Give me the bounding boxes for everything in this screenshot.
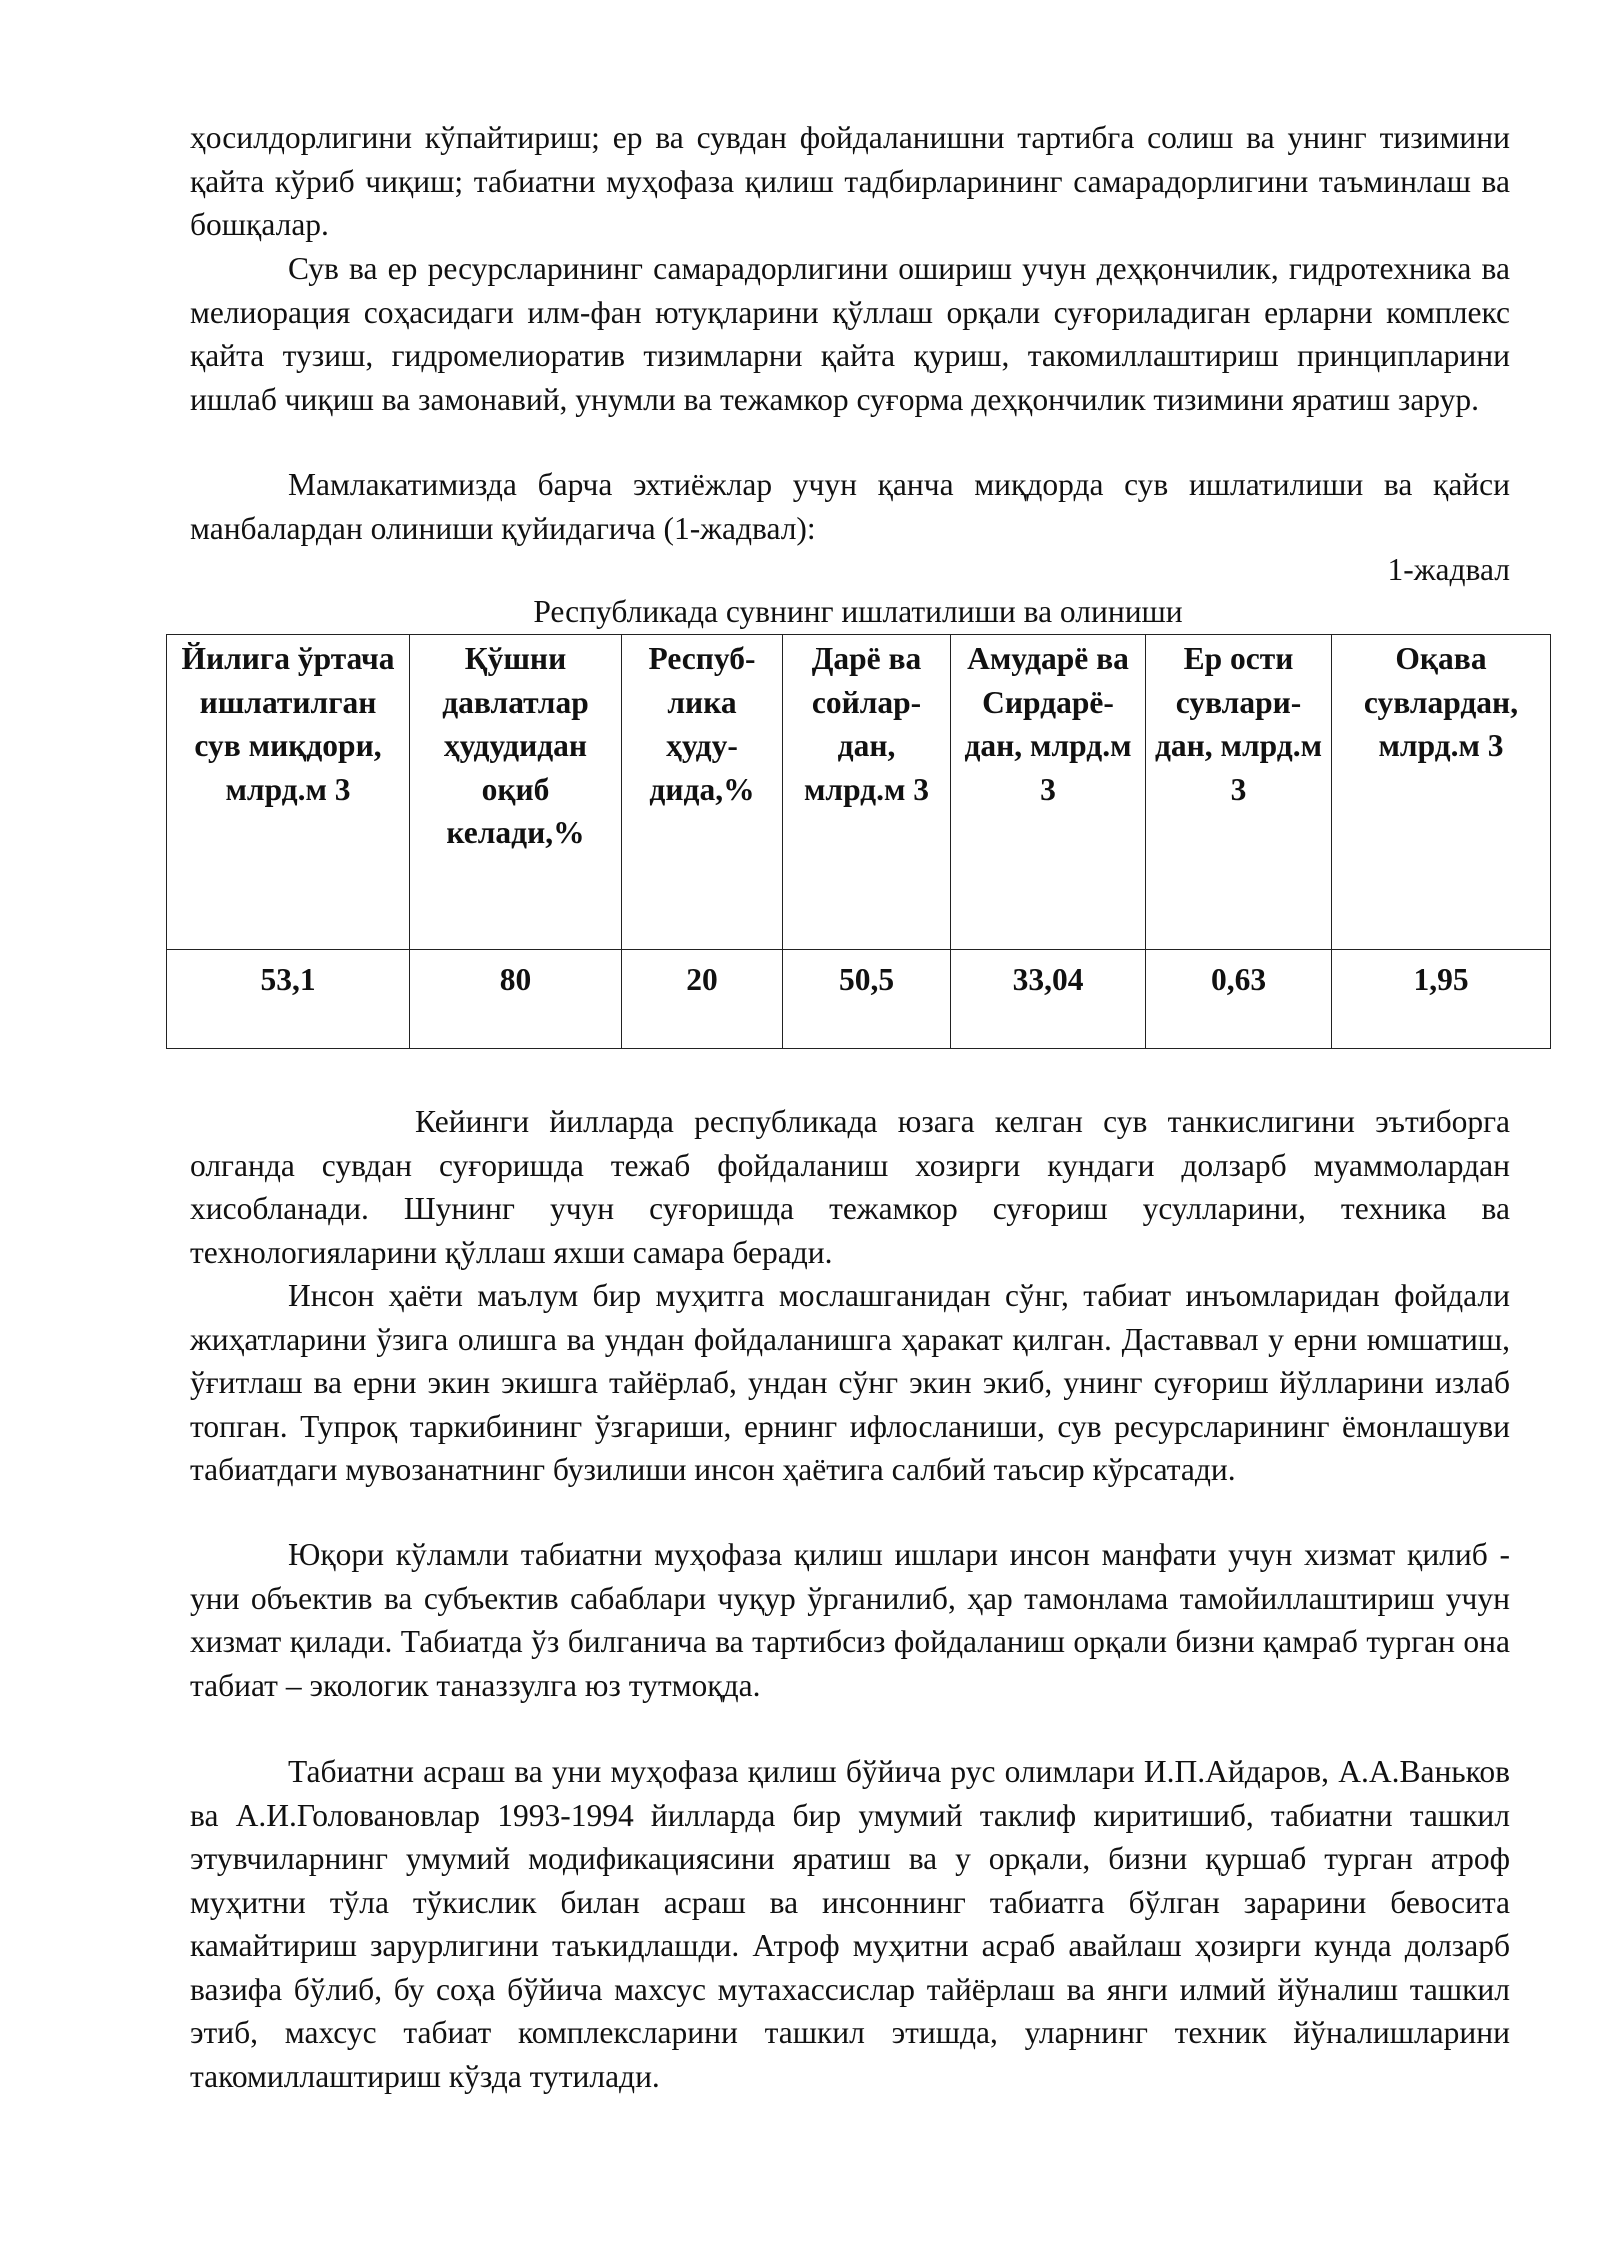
table-header-row — [167, 635, 1551, 950]
paragraph-nature-protection: Юқори кўламли табиатни муҳофаза қилиш ишлари инсон манфати учун хизмат қилиб - уни объектив ва субъектив сабаблари чуқур ўрганилиб, ҳар тамонлама тамойиллаштириш учун хизмат қилади. Табиатда ўз билганича ва тартибсиз фойдаланиш орқали бизни қамраб турган она табиат – экологик таназзулга юз тутмоқда. — [190, 1537, 1510, 1703]
water-usage-table — [166, 634, 1551, 1049]
paragraph-human-nature: Инсон ҳаёти маълум бир муҳитга мослашганидан сўнг, табиат инъомларидан фойдали жиҳатларини ўзига олишга ва ундан фойдаланишга ҳаракат қилган. Даставвал у ерни юмшатиш, ўғитлаш ва ерни экин экишга тайёрлаб, ундан сўнг экин экиб, унинг суғориш йўлларини излаб топган. Тупроқ таркибининг ўзгариши, ернинг ифлосланиши, сув ресурсларининг ёмонлашуви табиатдаги мувозанатнинг бузилиши инсон ҳаётига салбий таъсир кўрсатади. — [190, 1278, 1510, 1487]
table-cell: 80 — [410, 950, 622, 1049]
column-header: Амударё ва Сирдарё-дан, млрд.м 3 — [951, 635, 1146, 950]
paragraph-intro: ҳосилдорлигини кўпайтириш; ер ва сувдан фойдаланишни тартибга солиш ва унинг тизимини қайта кўриб чиқиш; табиатни муҳофаза қилиш тадбирларининг самарадорлигини таъминлаш ва бошқалар. — [190, 120, 1510, 242]
table-title: Республикада сувнинг ишлатилиши ва олиниши — [533, 594, 1183, 629]
column-header: Ер ости сувлари-дан, млрд.м 3 — [1146, 635, 1332, 950]
table-cell: 1,95 — [1332, 950, 1551, 1049]
table-row — [167, 950, 1551, 1049]
column-header: Қўшни давлатлар ҳудудидан оқиб келади,% — [410, 635, 622, 950]
column-header: Респуб-лика ҳуду-дида,% — [622, 635, 783, 950]
paragraph-table-intro: Мамлакатимизда барча эхтиёжлар учун қанча миқдорда сув ишлатилиши ва қайси манбалардан олиниши қуйидагича (1-жадвал): — [190, 467, 1510, 546]
table-cell: 50,5 — [783, 950, 951, 1049]
paragraph-russian-scientists: Табиатни асраш ва уни муҳофаза қилиш бўйича рус олимлари И.П.Айдаров, А.А.Ваньков ва А.И.Головановлар 1993-1994 йилларда бир умумий таклиф киритишиб, табиатни ташкил этувчиларнинг умумий модификациясини яратиш ва у орқали, бизни қуршаб турган атроф муҳитни тўла тўкислик билан асраш ва инсоннинг табиатга бўлган зарарини бевосита камайтириш зарурлигини таъкидлашди. Атроф муҳитни асраб авайлаш ҳозирги кунда долзарб вазифа бўлиб, бу соҳа бўйича махсус мутахассислар тайёрлаш ва янги илмий йўналиш ташкил этиб, махсус табиат комплексларини ташкил этишда, уларнинг техник йўналишларини такомиллаштириш кўзда тутилади. — [190, 1754, 1510, 2094]
paragraph-water-land-resources: Сув ва ер ресурсларининг самарадорлигини ошириш учун деҳқончилик, гидротехника ва мелиорация соҳасидаги илм-фан ютуқларини қўллаш орқали суғориладиган ерларни комплекс қайта тузиш, гидромелиоратив тизимларни қайта қуриш, такомиллаштириш принципларини ишлаб чиқиш ва замонавий, унумли ва тежамкор суғорма деҳқончилик тизимини яратиш зарур. — [190, 251, 1510, 417]
table-number: 1-жадвал — [1387, 552, 1510, 587]
column-header: Оқава сувлардан, млрд.м 3 — [1332, 635, 1551, 950]
column-header: Йилига ўртача ишлатилган сув миқдори, млрд.м 3 — [167, 635, 410, 950]
paragraph-water-shortage: Кейинги йилларда республикада юзага келган сув танкислигини эътиборга олганда сувдан суғоришда тежаб фойдаланиш хозирги кундаги долзарб муаммолардан хисобланади. Шунинг учун суғоришда тежамкор суғориш усулларини, техника ва технологияларини қўллаш яхши самара беради. — [190, 1104, 1510, 1270]
table-cell: 20 — [622, 950, 783, 1049]
table-cell: 0,63 — [1146, 950, 1332, 1049]
table-cell: 53,1 — [167, 950, 410, 1049]
table-cell: 33,04 — [951, 950, 1146, 1049]
column-header: Дарё ва сойлар-дан, млрд.м 3 — [783, 635, 951, 950]
